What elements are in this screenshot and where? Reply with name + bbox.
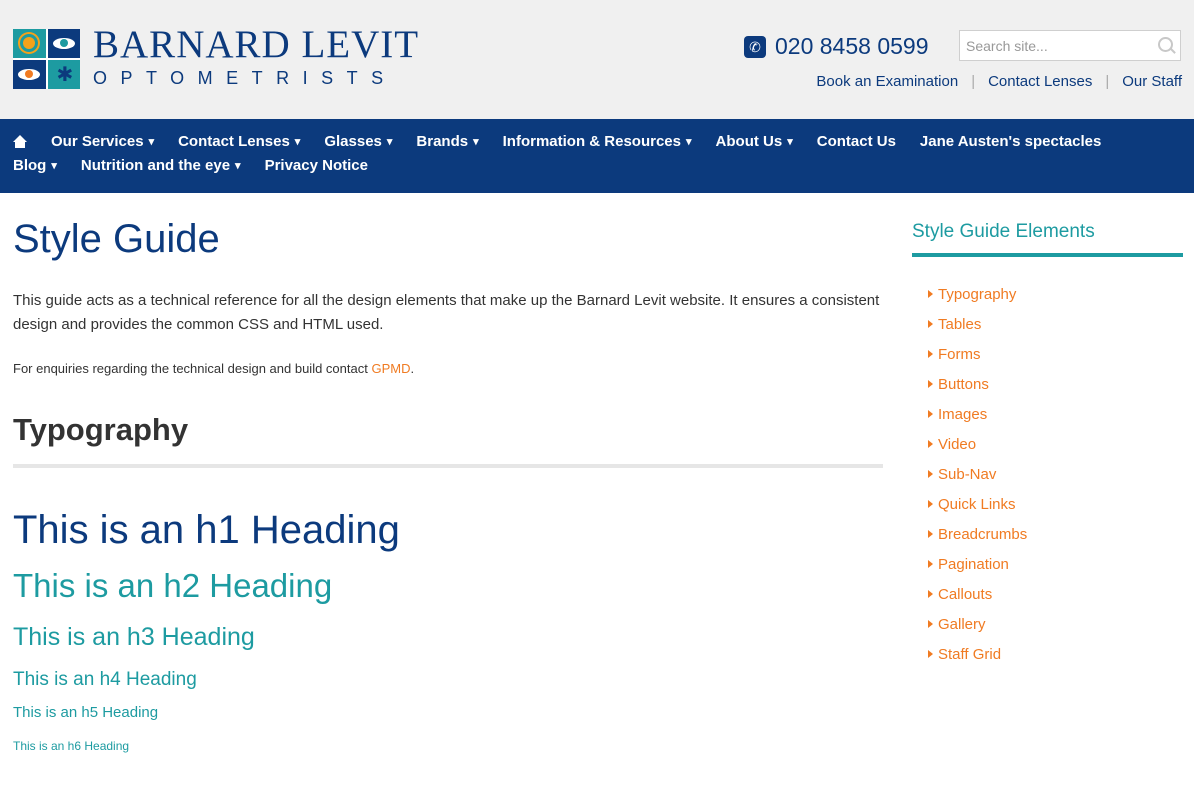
caret-down-icon: ▾ [294, 136, 301, 148]
logo-name: BARNARD LEVIT [93, 23, 420, 66]
intro-paragraph: This guide acts as a technical reference for all the design elements that make up the Barnard Levit website. It ensures a consistent design and provides the common CSS and HTML used. [13, 292, 880, 333]
search-icon[interactable] [1158, 37, 1173, 52]
book-examination-link[interactable]: Book an Examination [816, 73, 959, 90]
nav-item-brands[interactable]: Brands ▾ [416, 133, 479, 150]
main-navigation [0, 119, 1194, 193]
sidebar-item-buttons[interactable]: Buttons [912, 369, 1183, 399]
sidebar-item-gallery[interactable]: Gallery [912, 609, 1183, 639]
enquiry-text: For enquiries regarding the technical design and build contact GPMD. [13, 361, 415, 376]
sidebar-title: Style Guide Elements [912, 221, 1095, 242]
triangle-right-icon [928, 620, 933, 628]
sidebar-item-tables[interactable]: Tables [912, 309, 1183, 339]
main-content [13, 193, 883, 754]
search-box [959, 30, 1181, 61]
triangle-right-icon [928, 290, 933, 298]
sidebar-list [912, 279, 1183, 669]
h6-sample: This is an h6 Heading [13, 739, 130, 753]
site-header [0, 0, 1194, 119]
logo-subtitle: OPTOMETRISTS [93, 68, 397, 88]
phone-number: 020 8458 0599 [775, 33, 929, 59]
nav-item-jane-austen[interactable]: Jane Austen's spectacles [919, 133, 1102, 150]
nav-item-glasses[interactable]: Glasses ▾ [324, 133, 393, 150]
sidebar-item-quick-links[interactable]: Quick Links [912, 489, 1183, 519]
section-divider [13, 464, 883, 468]
sidebar-item-sub-nav[interactable]: Sub-Nav [912, 459, 1183, 489]
search-input[interactable] [960, 31, 1157, 60]
sidebar-item-breadcrumbs[interactable]: Breadcrumbs [912, 519, 1183, 549]
nav-item-information-resources[interactable]: Information & Resources ▾ [502, 133, 692, 150]
triangle-right-icon [928, 590, 933, 598]
top-links [816, 73, 1182, 90]
triangle-right-icon [928, 440, 933, 448]
h3-sample: This is an h3 Heading [13, 623, 255, 651]
sidebar-item-staff-grid[interactable]: Staff Grid [912, 639, 1183, 669]
triangle-right-icon [928, 350, 933, 358]
triangle-right-icon [928, 500, 933, 508]
sidebar-item-callouts[interactable]: Callouts [912, 579, 1183, 609]
caret-down-icon: ▾ [686, 136, 692, 148]
nav-item-privacy-notice[interactable]: Privacy Notice [264, 157, 368, 174]
nav-item-about-us[interactable]: About Us ▾ [715, 133, 793, 150]
nav-row [13, 157, 392, 174]
caret-down-icon: ▾ [386, 136, 393, 148]
caret-down-icon: ▾ [473, 136, 479, 148]
phone-contact[interactable] [744, 33, 929, 60]
sidebar-item-typography[interactable]: Typography [912, 279, 1183, 309]
triangle-right-icon [928, 320, 933, 328]
triangle-right-icon [928, 530, 933, 538]
triangle-right-icon [928, 650, 933, 658]
sidebar-item-video[interactable]: Video [912, 429, 1183, 459]
our-staff-link[interactable]: Our Staff [1122, 73, 1182, 90]
triangle-right-icon [928, 410, 933, 418]
logo-mark-icon: ✱ [13, 29, 80, 89]
h4-sample: This is an h4 Heading [13, 669, 197, 690]
page-title: Style Guide [13, 217, 220, 261]
link-separator: | [971, 73, 976, 90]
sidebar-item-forms[interactable]: Forms [912, 339, 1183, 369]
nav-item-nutrition[interactable]: Nutrition and the eye ▾ [80, 157, 241, 174]
h5-sample: This is an h5 Heading [13, 704, 159, 721]
sidebar-item-images[interactable]: Images [912, 399, 1183, 429]
h1-sample: This is an h1 Heading [13, 508, 400, 552]
triangle-right-icon [928, 380, 933, 388]
phone-icon: ✆ [744, 36, 766, 58]
caret-down-icon: ▾ [51, 160, 57, 172]
caret-down-icon: ▾ [235, 160, 241, 172]
nav-row [13, 133, 1125, 150]
sidebar-divider [912, 253, 1183, 257]
gpmd-link[interactable]: GPMD [371, 361, 411, 376]
contact-lenses-link[interactable]: Contact Lenses [988, 73, 1093, 90]
triangle-right-icon [928, 560, 933, 568]
section-heading-typography: Typography [13, 412, 189, 447]
sidebar [912, 221, 1183, 669]
caret-down-icon: ▾ [148, 136, 155, 148]
site-logo[interactable] [13, 23, 420, 89]
link-separator: | [1105, 73, 1110, 90]
home-icon[interactable] [13, 135, 27, 149]
h2-sample: This is an h2 Heading [13, 567, 333, 604]
triangle-right-icon [928, 470, 933, 478]
sidebar-item-pagination[interactable]: Pagination [912, 549, 1183, 579]
nav-item-our-services[interactable]: Our Services ▾ [51, 133, 155, 150]
caret-down-icon: ▾ [787, 136, 793, 148]
nav-item-contact-us[interactable]: Contact Us [816, 133, 896, 150]
nav-item-blog[interactable]: Blog ▾ [13, 157, 57, 174]
nav-item-contact-lenses[interactable]: Contact Lenses ▾ [178, 133, 301, 150]
